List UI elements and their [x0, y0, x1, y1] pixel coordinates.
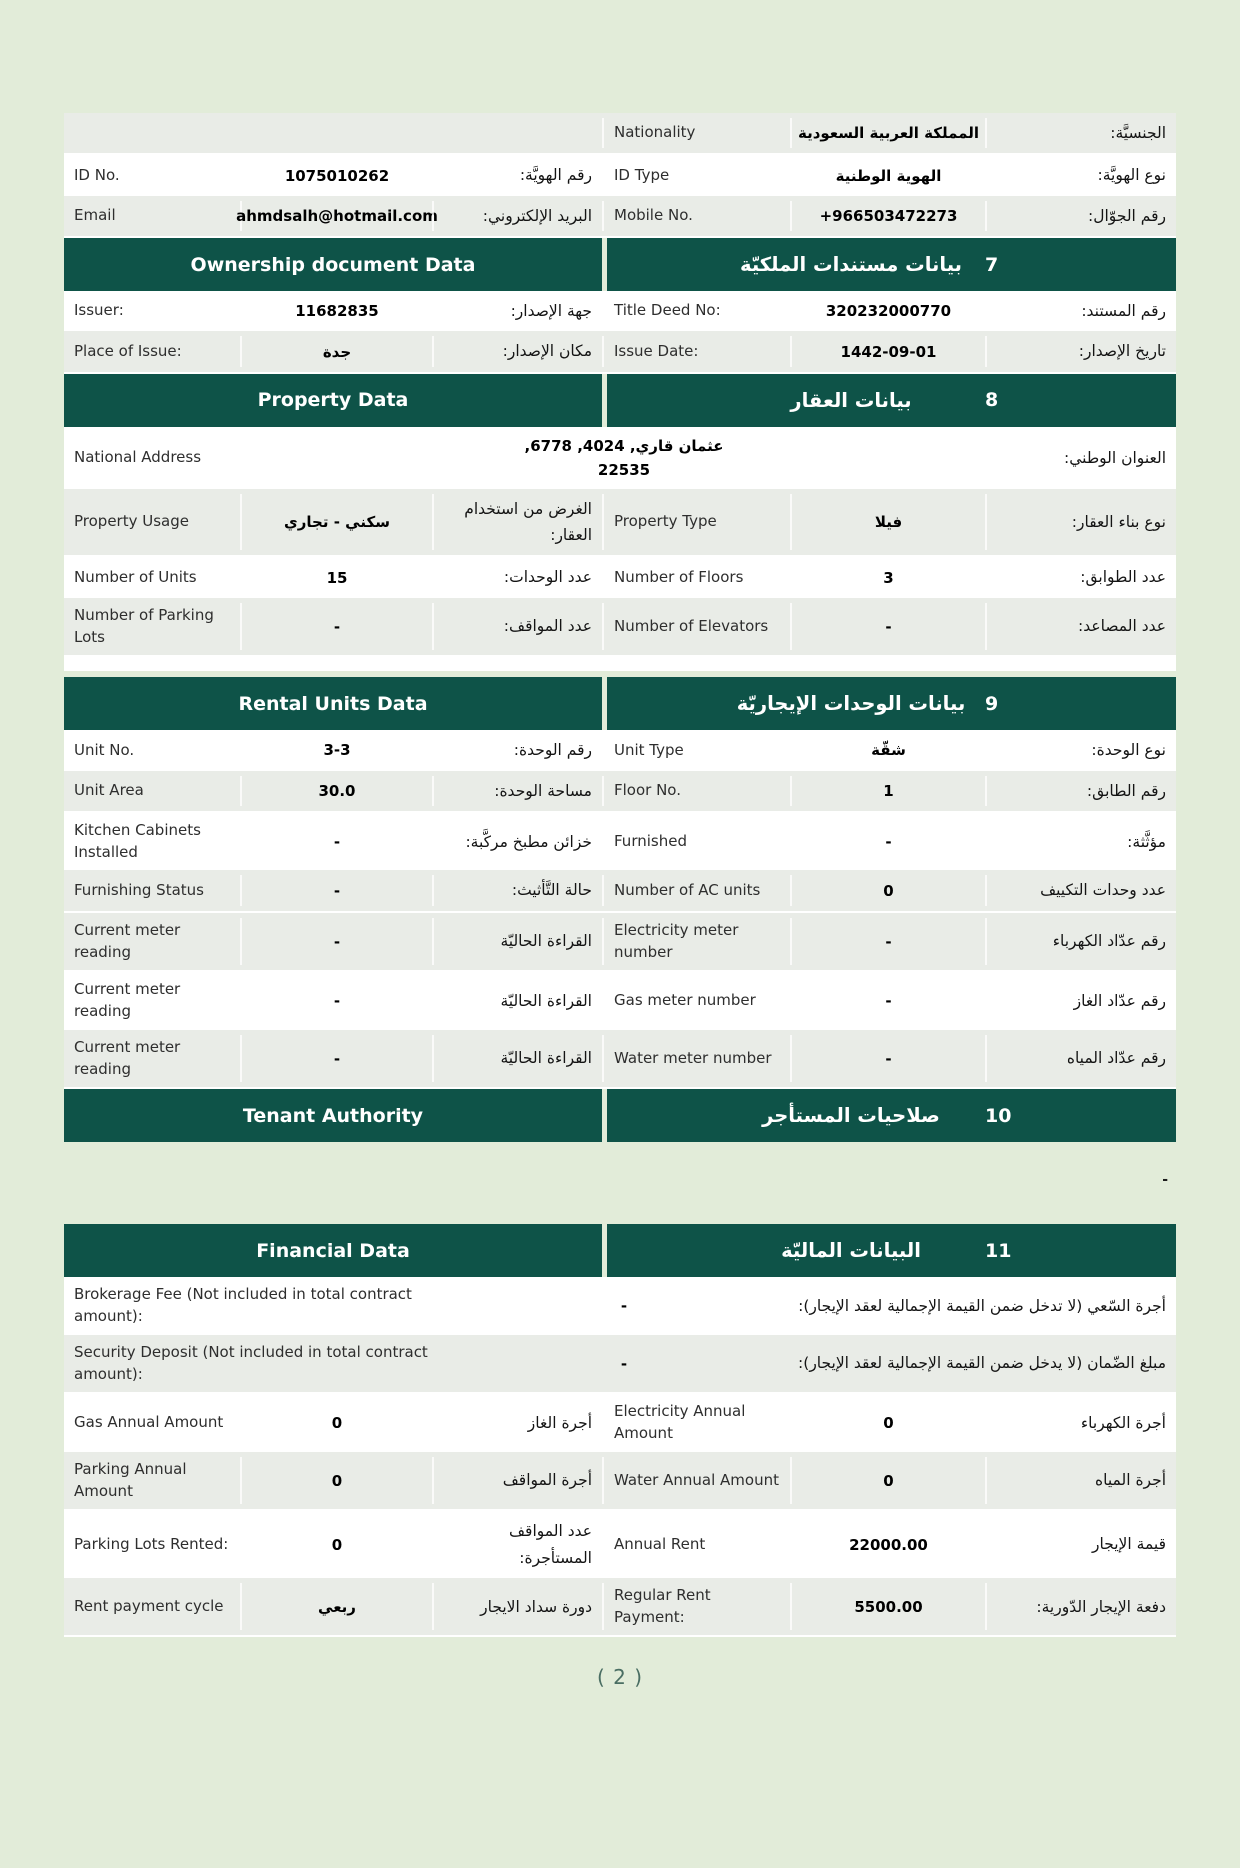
row-national-address: [64, 427, 1176, 489]
section-spacer: [64, 657, 1176, 671]
regular-payment-label-en: Regular Rent Payment:: [602, 1583, 790, 1631]
furnished-label-en: Furnished: [602, 818, 790, 866]
row-parking-rented-annual-rent: [64, 1511, 1176, 1578]
floors-label-en: Number of Floors: [602, 562, 790, 592]
property-title-en: Property Data: [257, 389, 409, 412]
mobile-value: +966503472273: [790, 201, 985, 231]
brokerage-label-ar: أجرة السّعي (لا تدخل ضمن القيمة الإجمالية لعقد الإيجار):: [798, 1296, 1166, 1315]
mobile-label-ar: رقم الجوّال:: [985, 201, 1176, 231]
nationality-label-en: Nationality: [602, 118, 790, 148]
water-annual-label-en: Water Annual Amount: [602, 1457, 790, 1505]
furnishing-status-label-ar: حالة التَّأثيث:: [432, 875, 602, 905]
unit-type-value: شقّة: [790, 735, 985, 765]
row-security-deposit: [64, 1335, 1176, 1395]
row-kitchen-furnished: [64, 813, 1176, 871]
row-rent-cycle-payment: [64, 1578, 1176, 1638]
units-value: 15: [240, 562, 432, 592]
contract-page: [64, 113, 1176, 1689]
parking-annual-value: 0: [240, 1457, 432, 1505]
rent-cycle-value: ربعي: [240, 1583, 432, 1631]
elec-number-value: -: [790, 918, 985, 966]
ac-units-label-ar: عدد وحدات التكييف: [985, 875, 1176, 905]
row-electricity-meter: [64, 913, 1176, 973]
financial-title-en: Financial Data: [256, 1239, 410, 1262]
id-type-label-en: ID Type: [602, 160, 790, 190]
row-issuer: [64, 291, 1176, 331]
annual-rent-label-ar: قيمة الإيجار: [985, 1516, 1176, 1573]
deposit-label-en: Security Deposit (Not included in total contract amount):: [74, 1342, 428, 1383]
elec-annual-value: 0: [790, 1399, 985, 1447]
title-deed-value: 320232000770: [790, 296, 985, 326]
water-number-label-en: Water meter number: [602, 1035, 790, 1083]
rental-section-number: 9: [985, 692, 999, 715]
ownership-title-en: Ownership document Data: [190, 253, 476, 276]
issuer-label-ar: جهة الإصدار:: [432, 296, 602, 326]
row-units-floors: [64, 557, 1176, 597]
row-id: [64, 155, 1176, 195]
row-nationality: [64, 113, 1176, 155]
deposit-label-ar: مبلغ الضّمان (لا يدخل ضمن القيمة الإجمالية لعقد الإيجار):: [798, 1354, 1166, 1373]
section-header-ownership: [64, 238, 1176, 291]
kitchen-label-en: Kitchen Cabinets Installed: [74, 820, 201, 861]
type-value: فيلا: [790, 494, 985, 551]
financial-title-ar: البيانات الماليّة: [781, 1239, 921, 1263]
ownership-section-number: 7: [985, 253, 999, 276]
rent-cycle-label-ar: دورة سداد الايجار: [432, 1583, 602, 1631]
furnished-label-ar: مؤثَّثة:: [985, 818, 1176, 866]
id-no-label-ar: رقم الهويَّة:: [432, 160, 602, 190]
kitchen-label-ar: خزائن مطبخ مركَّبة:: [432, 818, 602, 866]
kitchen-value: -: [240, 818, 432, 866]
units-label-en: Number of Units: [74, 567, 197, 586]
floor-no-label-ar: رقم الطابق:: [985, 776, 1176, 806]
gas-number-value: -: [790, 977, 985, 1025]
property-section-number: 8: [985, 389, 999, 412]
furnishing-status-label-en: Furnishing Status: [74, 880, 204, 899]
ac-units-value: 0: [790, 875, 985, 905]
row-unit-area-floor: [64, 771, 1176, 813]
deposit-value: -: [620, 1354, 628, 1373]
section-header-tenant-authority: [64, 1089, 1176, 1142]
email-label-en: Email: [74, 205, 116, 224]
floors-label-ar: عدد الطوابق:: [985, 562, 1176, 592]
issue-date-label-en: Issue Date:: [602, 336, 790, 366]
elec-reading-label-en: Current meter reading: [74, 920, 181, 961]
mobile-label-en: Mobile No.: [602, 201, 790, 231]
elec-annual-label-ar: أجرة الكهرباء: [985, 1399, 1176, 1447]
rental-title-ar: بيانات الوحدات الإيجاريّة: [736, 692, 966, 716]
row-water-meter: [64, 1030, 1176, 1090]
water-number-label-ar: رقم عدّاد المياه: [985, 1035, 1176, 1083]
row-brokerage-fee: [64, 1277, 1176, 1335]
unit-no-label-ar: رقم الوحدة:: [432, 735, 602, 765]
unit-area-label-en: Unit Area: [74, 780, 144, 799]
issuer-value: 11682835: [240, 296, 432, 326]
water-number-value: -: [790, 1035, 985, 1083]
units-label-ar: عدد الوحدات:: [432, 562, 602, 592]
water-annual-label-ar: أجرة المياه: [985, 1457, 1176, 1505]
national-address-value: عثمان قاري, 4024, 6778, 22535: [524, 436, 724, 479]
email-value: ahmdsalh@hotmail.com: [240, 201, 432, 231]
row-usage-type: [64, 489, 1176, 558]
elec-reading-label-ar: القراءة الحاليّة: [432, 918, 602, 966]
type-label-en: Property Type: [602, 494, 790, 551]
parking-rented-label-ar: عدد المواقف المستأجرة:: [432, 1516, 602, 1573]
unit-no-label-en: Unit No.: [74, 740, 135, 759]
usage-value: سكني - تجاري: [240, 494, 432, 551]
ownership-title-ar: بيانات مستندات الملكيّة: [740, 253, 962, 277]
parking-annual-label-ar: أجرة المواقف: [432, 1457, 602, 1505]
annual-rent-value: 22000.00: [790, 1516, 985, 1573]
floor-no-label-en: Floor No.: [602, 776, 790, 806]
gas-annual-label-en: Gas Annual Amount: [74, 1413, 224, 1432]
parking-value: -: [240, 603, 432, 651]
annual-rent-label-en: Annual Rent: [602, 1516, 790, 1573]
furnishing-status-value: -: [240, 875, 432, 905]
section-header-property: [64, 374, 1176, 427]
usage-label-en: Property Usage: [74, 512, 189, 531]
elec-annual-label-en: Electricity Annual Amount: [602, 1399, 790, 1447]
row-contact: [64, 196, 1176, 238]
row-furnishing-ac: [64, 870, 1176, 912]
email-label-ar: البريد الإلكتروني:: [432, 201, 602, 231]
national-address-label-en: National Address: [74, 447, 202, 466]
national-address-label-ar: العنوان الوطني:: [1064, 448, 1166, 467]
place-label-en: Place of Issue:: [74, 341, 182, 360]
tenant-title-ar: صلاحيات المستأجر: [762, 1104, 940, 1128]
unit-area-value: 30.0: [240, 776, 432, 806]
financial-section-number: 11: [985, 1239, 1012, 1262]
unit-no-value: 3-3: [240, 735, 432, 765]
page-number: ( 2 ): [596, 1665, 644, 1690]
gas-number-label-en: Gas meter number: [602, 977, 790, 1025]
title-deed-label-ar: رقم المستند:: [985, 296, 1176, 326]
property-title-ar: بيانات العقار: [790, 388, 912, 412]
furnished-value: -: [790, 818, 985, 866]
elec-number-label-ar: رقم عدّاد الكهرباء: [985, 918, 1176, 966]
regular-payment-value: 5500.00: [790, 1583, 985, 1631]
tenant-authority-placeholder: -: [1162, 1172, 1168, 1189]
row-gas-meter: [64, 972, 1176, 1030]
gas-annual-value: 0: [240, 1399, 432, 1447]
gas-number-label-ar: رقم عدّاد الغاز: [985, 977, 1176, 1025]
gas-reading-value: -: [240, 977, 432, 1025]
parking-label-ar: عدد المواقف:: [432, 603, 602, 651]
place-label-ar: مكان الإصدار:: [432, 336, 602, 366]
title-deed-label-en: Title Deed No:: [602, 296, 790, 326]
water-reading-value: -: [240, 1035, 432, 1083]
row-parking-water-annual: [64, 1452, 1176, 1512]
row-issue-place-date: [64, 331, 1176, 373]
water-reading-label-en: Current meter reading: [74, 1037, 181, 1078]
place-value: جدة: [240, 336, 432, 366]
id-no-value: 1075010262: [240, 160, 432, 190]
nationality-value: المملكة العربية السعودية: [790, 118, 985, 148]
section-header-rental-units: [64, 677, 1176, 730]
issuer-label-en: Issuer:: [74, 301, 124, 320]
gas-reading-label-en: Current meter reading: [74, 980, 181, 1021]
floors-value: 3: [790, 562, 985, 592]
unit-type-label-ar: نوع الوحدة:: [985, 735, 1176, 765]
type-label-ar: نوع بناء العقار:: [985, 494, 1176, 551]
row-parking-elevators: [64, 598, 1176, 658]
unit-area-label-ar: مساحة الوحدة:: [432, 776, 602, 806]
rental-title-en: Rental Units Data: [238, 692, 428, 715]
elevators-label-en: Number of Elevators: [602, 603, 790, 651]
elevators-label-ar: عدد المصاعد:: [985, 603, 1176, 651]
floor-no-value: 1: [790, 776, 985, 806]
row-unit-no-type: [64, 730, 1176, 770]
tenant-title-en: Tenant Authority: [242, 1104, 424, 1127]
water-annual-value: 0: [790, 1457, 985, 1505]
ac-units-label-en: Number of AC units: [602, 875, 790, 905]
parking-label-en: Number of Parking Lots: [74, 605, 214, 646]
unit-type-label-en: Unit Type: [602, 735, 790, 765]
row-gas-electricity-annual: [64, 1394, 1176, 1452]
gas-annual-label-ar: أجرة الغاز: [432, 1399, 602, 1447]
elec-number-label-en: Electricity meter number: [602, 918, 790, 966]
parking-annual-label-en: Parking Annual Amount: [74, 1459, 187, 1500]
nationality-label-ar: الجنسيَّة:: [985, 118, 1176, 148]
regular-payment-label-ar: دفعة الإيجار الدّورية:: [985, 1583, 1176, 1631]
id-type-label-ar: نوع الهويَّة:: [985, 160, 1176, 190]
parking-rented-label-en: Parking Lots Rented:: [74, 1534, 229, 1553]
issue-date-value: 1442-09-01: [790, 336, 985, 366]
section-header-financial: [64, 1224, 1176, 1277]
id-no-label-en: ID No.: [74, 165, 120, 184]
parking-rented-value: 0: [240, 1516, 432, 1573]
elevators-value: -: [790, 603, 985, 651]
issue-date-label-ar: تاريخ الإصدار:: [985, 336, 1176, 366]
brokerage-label-en: Brokerage Fee (Not included in total contract amount):: [74, 1285, 412, 1326]
id-type-value: الهوية الوطنية: [790, 160, 985, 190]
elec-reading-value: -: [240, 918, 432, 966]
gas-reading-label-ar: القراءة الحاليّة: [432, 977, 602, 1025]
brokerage-value: -: [620, 1297, 628, 1316]
rent-cycle-label-en: Rent payment cycle: [74, 1596, 224, 1615]
tenant-section-number: 10: [985, 1104, 1012, 1127]
usage-label-ar: الغرض من استخدام العقار:: [432, 494, 602, 551]
water-reading-label-ar: القراءة الحاليّة: [432, 1035, 602, 1083]
